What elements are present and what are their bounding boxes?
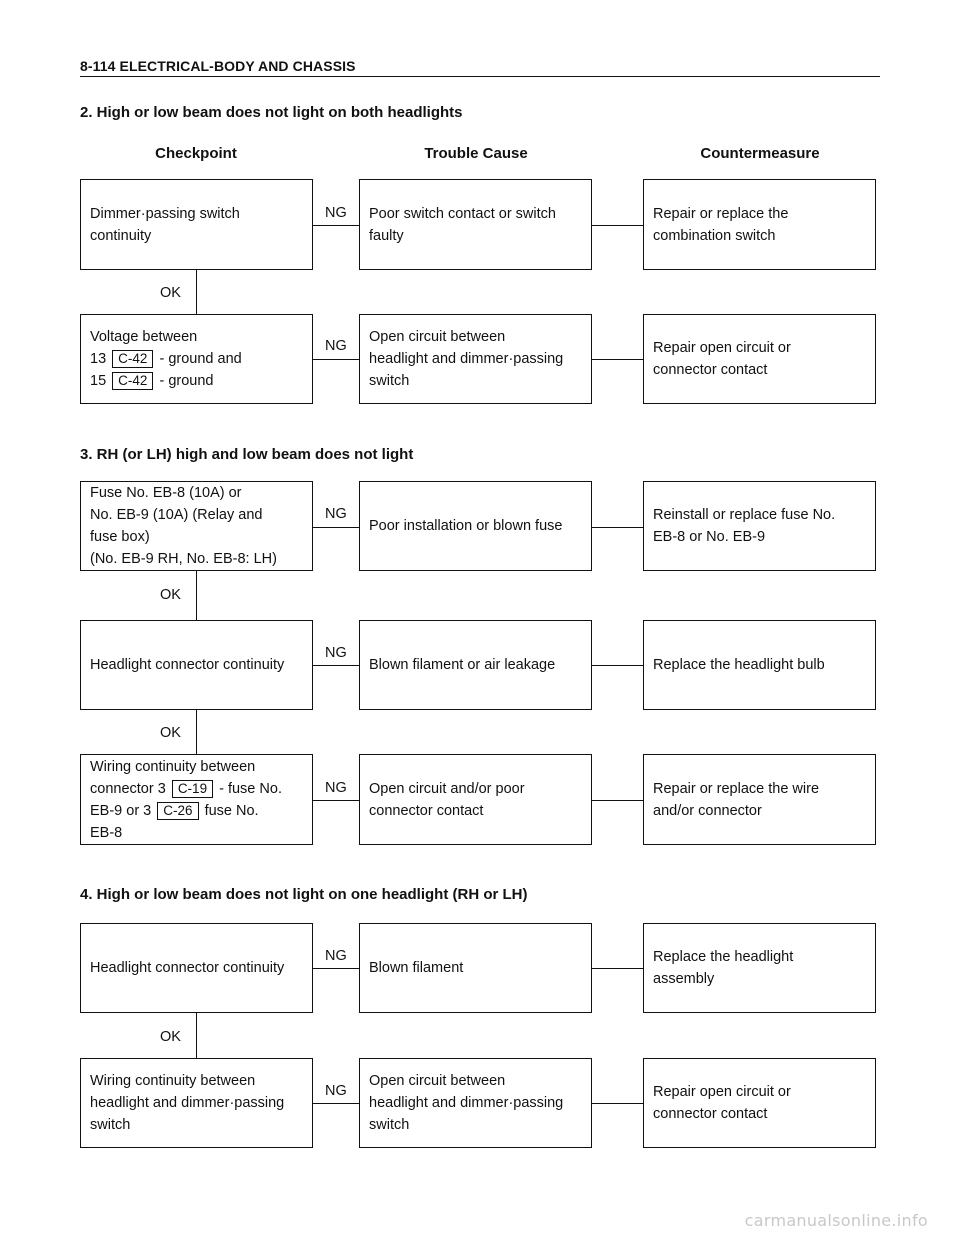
column-countermeasure: Countermeasure xyxy=(700,145,820,162)
s2-r2-countermeasure-box xyxy=(643,314,876,404)
ng-connector-line xyxy=(313,225,359,226)
s4-r2-countermeasure-box xyxy=(643,1058,876,1148)
box-line: Blown filament xyxy=(369,960,464,976)
section-2-heading: 2. High or low beam does not light on both headlights xyxy=(80,104,463,121)
connector-line xyxy=(592,225,643,226)
s3-r2-checkpoint-box xyxy=(80,620,313,710)
ng-connector-line xyxy=(313,968,359,969)
column-checkpoint: Checkpoint xyxy=(155,145,237,162)
box-line: switch xyxy=(369,1117,410,1133)
box-line: continuity xyxy=(90,227,152,244)
pin-number: 13 xyxy=(90,351,107,367)
ok-connector-line xyxy=(196,571,197,620)
pin-number: 15 xyxy=(90,373,107,389)
watermark: carmanualsonline.info xyxy=(744,1211,928,1230)
s2-r2-cause-box xyxy=(359,314,592,404)
connector-badge: C-26 xyxy=(157,802,198,820)
s4-r1-checkpoint-box xyxy=(80,923,313,1013)
box-line: assembly xyxy=(653,971,715,987)
box-line: fuse box) xyxy=(90,529,150,545)
box-line: headlight and dimmer·passing xyxy=(369,351,564,367)
box-line: Fuse No. EB-8 (10A) or xyxy=(90,485,242,501)
box-line: Headlight connector continuity xyxy=(90,960,285,976)
box-line: EB-9 or 3 xyxy=(90,802,152,819)
s3-r2-cause-box xyxy=(359,620,592,710)
box-line: Wiring continuity between xyxy=(90,758,256,775)
ng-connector-line xyxy=(313,665,359,666)
box-line: Open circuit between xyxy=(369,329,506,345)
connector-badge: C-42 xyxy=(112,350,153,368)
box-line: connector contact xyxy=(653,362,768,378)
box-line: switch xyxy=(90,1117,131,1133)
box-line: Open circuit and/or poor xyxy=(369,780,525,797)
ng-connector-line xyxy=(313,1103,359,1104)
s3-r1-checkpoint-box xyxy=(80,481,313,571)
connector-badge: C-19 xyxy=(172,780,213,798)
ok-connector-line xyxy=(196,1013,197,1058)
ng-label: NG xyxy=(325,780,347,796)
box-line: connector contact xyxy=(653,1106,768,1122)
box-line: headlight and dimmer·passing xyxy=(90,1095,285,1111)
box-line: connector 3 xyxy=(90,780,166,797)
ng-label: NG xyxy=(325,1083,347,1099)
box-line: Voltage between xyxy=(90,329,198,345)
ng-label: NG xyxy=(325,338,347,354)
box-line: fuse No. xyxy=(204,802,259,819)
box-line: Dimmer·passing switch xyxy=(90,205,240,222)
box-line: Headlight connector continuity xyxy=(90,657,285,673)
box-line: faulty xyxy=(369,227,404,244)
section-3-heading: 3. RH (or LH) high and low beam does not light xyxy=(80,446,414,463)
box-line: (No. EB-9 RH, No. EB-8: LH) xyxy=(90,551,277,567)
box-line: Repair open circuit or xyxy=(653,340,791,356)
header-rule xyxy=(80,76,880,77)
box-line: connector contact xyxy=(369,802,484,819)
ng-label: NG xyxy=(325,506,347,522)
box-line: switch xyxy=(369,373,410,389)
box-line: - ground and xyxy=(159,351,242,367)
connector-badge: C-42 xyxy=(112,372,153,390)
connector-line xyxy=(592,1103,643,1104)
box-line: Replace the headlight xyxy=(653,949,794,965)
box-line: Reinstall or replace fuse No. xyxy=(653,507,836,523)
ok-label: OK xyxy=(160,285,181,301)
box-line: Repair or replace the wire xyxy=(653,780,820,797)
s4-r2-checkpoint-box xyxy=(80,1058,313,1148)
ok-label: OK xyxy=(160,1029,181,1045)
connector-line xyxy=(592,359,643,360)
ok-connector-line xyxy=(196,270,197,314)
column-trouble-cause: Trouble Cause xyxy=(424,145,528,162)
connector-line xyxy=(592,665,643,666)
s2-r2-checkpoint-box xyxy=(80,314,313,404)
connector-line xyxy=(592,527,643,528)
box-line: - ground xyxy=(159,373,214,389)
ng-label: NG xyxy=(325,948,347,964)
s4-r2-cause-box xyxy=(359,1058,592,1148)
s4-r1-cause-box xyxy=(359,923,592,1013)
ng-connector-line xyxy=(313,527,359,528)
box-line: combination switch xyxy=(653,227,776,244)
box-line: Open circuit between xyxy=(369,1073,506,1089)
ng-label: NG xyxy=(325,645,347,661)
ok-label: OK xyxy=(160,587,181,603)
s4-r1-countermeasure-box xyxy=(643,923,876,1013)
ng-connector-line xyxy=(313,800,359,801)
ng-connector-line xyxy=(313,359,359,360)
s2-r1-countermeasure-box xyxy=(643,179,876,270)
connector-line xyxy=(592,968,643,969)
box-line: Repair or replace the xyxy=(653,205,789,222)
connector-line xyxy=(592,800,643,801)
box-line: No. EB-9 (10A) (Relay and xyxy=(90,507,263,523)
box-line: EB-8 or No. EB-9 xyxy=(653,529,766,545)
box-line: Poor installation or blown fuse xyxy=(369,518,563,534)
s3-r3-cause-box xyxy=(359,754,592,845)
box-line: Poor switch contact or switch xyxy=(369,205,556,222)
s3-r3-checkpoint-box xyxy=(80,754,313,845)
page-header: 8-114 ELECTRICAL-BODY AND CHASSIS xyxy=(80,58,356,74)
section-4-heading: 4. High or low beam does not light on one headlight (RH or LH) xyxy=(80,886,528,903)
box-line: Repair open circuit or xyxy=(653,1084,791,1100)
box-line: EB-8 xyxy=(90,824,123,841)
s2-r1-cause-box xyxy=(359,179,592,270)
box-line: - fuse No. xyxy=(219,780,282,797)
box-line: Wiring continuity between xyxy=(90,1073,256,1089)
s2-r1-checkpoint-box xyxy=(80,179,313,270)
s3-r3-countermeasure-box xyxy=(643,754,876,845)
ok-connector-line xyxy=(196,710,197,754)
ng-label: NG xyxy=(325,205,347,221)
box-line: Blown filament or air leakage xyxy=(369,657,556,673)
s3-r2-countermeasure-box xyxy=(643,620,876,710)
box-line: Replace the headlight bulb xyxy=(653,657,825,673)
ok-label: OK xyxy=(160,725,181,741)
s3-r1-countermeasure-box xyxy=(643,481,876,571)
box-line: headlight and dimmer·passing xyxy=(369,1095,564,1111)
s3-r1-cause-box xyxy=(359,481,592,571)
box-line: and/or connector xyxy=(653,802,762,819)
